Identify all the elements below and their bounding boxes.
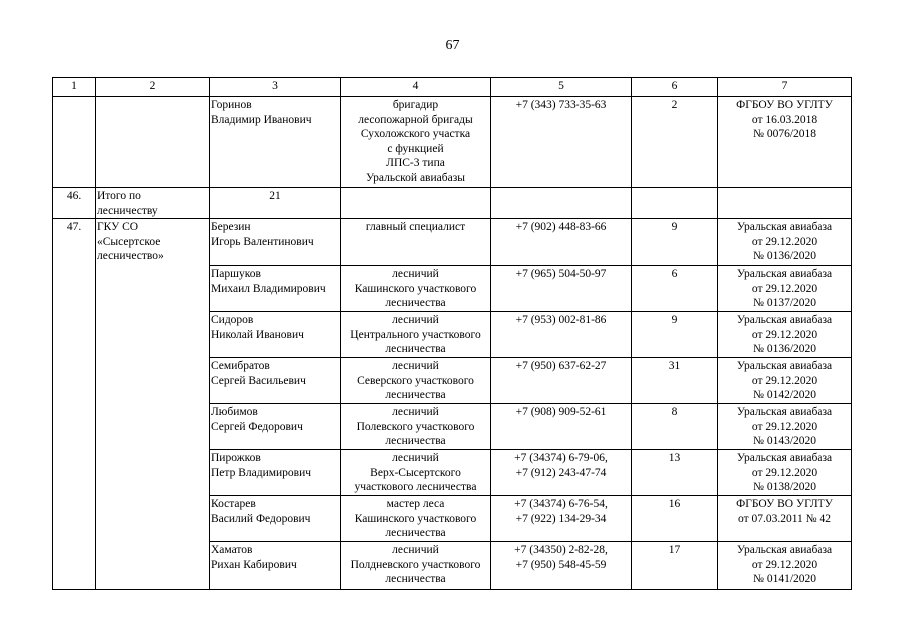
count-cell: 8 [632,404,718,450]
certificate-line: от 29.12.2020 [751,374,818,387]
phone-line: +7 (908) 909-52-61 [515,406,607,418]
certificate-line: от 29.12.2020 [751,282,818,295]
phone-cell [491,404,632,450]
certificate-line: от 29.12.2020 [751,420,818,433]
empty-cell [491,188,632,219]
phone-cell [491,266,632,312]
name-cell [210,358,341,404]
certificate-line: от 29.12.2020 [751,466,818,479]
name-line: Паршуков [211,268,261,280]
name-cell [210,496,341,542]
certificate-line: от 29.12.2020 [751,558,818,571]
phone-line: +7 (343) 733-35-63 [515,99,607,111]
position-line: лесничий [392,360,439,372]
position-line: бригадир [392,99,439,111]
position-cell [341,219,491,266]
name-line: Сидоров [211,314,254,326]
position-cell [341,450,491,496]
phone-line: +7 (34374) 6-79-06, [514,452,608,464]
certificate-line: ФГБОУ ВО УГЛТУ [736,498,833,510]
position-line: лесничества [385,573,446,585]
name-cell [210,450,341,496]
certificate-cell [718,312,852,358]
phone-line: +7 (953) 002-81-86 [515,314,607,326]
organization-line: ГКУ СО [97,221,139,233]
position-cell [341,542,491,590]
row-number-cell [53,97,96,188]
name-cell [210,266,341,312]
name-cell [210,404,341,450]
certificate-line: № 0142/2020 [752,389,817,401]
count-cell: 31 [632,358,718,404]
position-line: лесничий [392,544,439,556]
name-cell [210,312,341,358]
position-line: с функцией [387,142,444,155]
name-line: Любимов [211,406,258,418]
name-line: Петр Владимирович [211,466,312,479]
position-line: Центрального участкового [350,328,481,341]
position-line: лесничества [385,343,446,355]
position-cell [341,496,491,542]
row-number-cell: 47. [53,219,96,590]
position-line: участкового лесничества [354,481,477,493]
name-cell [210,542,341,590]
certificate-cell [718,404,852,450]
organization-cell [96,188,210,219]
name-line: Рихан Кабирович [211,558,297,571]
position-line: Уральской авиабазы [366,171,465,184]
name-cell [210,97,341,188]
position-line: лесопожарной бригады [358,113,473,126]
header-cell: 6 [632,78,718,97]
position-line: лесничества [385,435,446,447]
header-cell: 7 [718,78,852,97]
organization-cell [96,97,210,188]
phone-line: +7 (965) 504-50-97 [515,268,607,280]
certificate-line: Уральская авиабаза [736,452,833,464]
certificate-line: от 07.03.2011 № 42 [737,512,832,525]
certificate-line: № 0143/2020 [752,435,817,447]
empty-cell [341,188,491,219]
position-line: Кашинского участкового [354,512,477,525]
certificate-line: Уральская авиабаза [736,221,833,233]
certificate-line: Уральская авиабаза [736,360,833,372]
header-cell: 1 [53,78,96,97]
position-line: Кашинского участкового [354,282,477,295]
phone-line: +7 (34374) 6-76-54, [514,498,608,510]
position-line: лесничий [392,314,439,326]
organization-line: лесничество» [97,250,164,262]
phone-cell [491,496,632,542]
name-line: Горинов [211,99,252,111]
certificate-line: № 0136/2020 [752,250,817,262]
empty-cell [632,188,718,219]
certificate-line: № 0076/2018 [752,128,817,140]
certificate-line: от 29.12.2020 [751,328,818,341]
certificate-line: № 0136/2020 [752,343,817,355]
total-cell: 21 [210,188,341,219]
table-row [53,97,852,188]
certificate-cell [718,542,852,590]
position-line: лесничества [385,389,446,401]
header-cell: 2 [96,78,210,97]
empty-cell [718,188,852,219]
position-cell [341,404,491,450]
count-cell: 9 [632,312,718,358]
count-cell: 9 [632,219,718,266]
phone-cell [491,219,632,266]
header-row [53,78,852,97]
row-number-cell: 46. [53,188,96,219]
table-row [53,219,852,266]
certificate-line: № 0141/2020 [752,573,817,585]
staff-table [52,77,852,590]
name-line: Владимир Иванович [211,113,312,126]
header-cell: 3 [210,78,341,97]
position-line: Верх-Сысертского [370,466,461,479]
certificate-line: от 29.12.2020 [751,235,818,248]
certificate-cell [718,496,852,542]
phone-line: +7 (34350) 2-82-28, [514,544,608,556]
position-cell [341,312,491,358]
phone-cell [491,450,632,496]
header-cell: 4 [341,78,491,97]
certificate-line: № 0137/2020 [752,297,817,309]
name-line: Сергей Федорович [211,420,303,433]
name-line: Пирожков [211,452,261,464]
phone-line: +7 (902) 448-83-66 [515,221,607,233]
certificate-line: ФГБОУ ВО УГЛТУ [736,99,833,111]
phone-cell [491,97,632,188]
certificate-line: Уральская авиабаза [736,268,833,280]
phone-cell [491,358,632,404]
certificate-cell [718,97,852,188]
phone-line: +7 (912) 243-47-74 [515,466,607,479]
page-number: 67 [445,38,460,53]
phone-cell [491,542,632,590]
certificate-cell [718,266,852,312]
certificate-cell [718,450,852,496]
name-line: Михаил Владимирович [211,282,326,295]
header-cell: 5 [491,78,632,97]
phone-line: +7 (950) 637-62-27 [515,360,607,372]
name-line: Николай Иванович [211,328,304,341]
certificate-line: Уральская авиабаза [736,314,833,326]
certificate-line: № 0138/2020 [752,481,817,493]
name-line: Березин [211,221,251,233]
organization-line: Итого по [97,190,141,202]
phone-line: +7 (950) 548-45-59 [515,558,607,571]
position-line: мастер леса [386,498,445,510]
position-line: ЛПС-3 типа [386,157,445,169]
position-line: лесничий [392,406,439,418]
certificate-cell [718,358,852,404]
name-cell [210,219,341,266]
count-cell: 16 [632,496,718,542]
position-line: Сухоложского участка [360,128,471,140]
position-line: Северского участкового [357,374,474,387]
position-line: главный специалист [365,221,466,233]
name-line: Семибратов [211,360,270,372]
count-cell: 17 [632,542,718,590]
position-line: лесничества [385,297,446,309]
name-line: Сергей Васильевич [211,374,306,387]
position-line: Полевского участкового [356,420,475,433]
count-cell: 2 [632,97,718,188]
certificate-cell [718,219,852,266]
organization-cell [96,219,210,590]
count-cell: 13 [632,450,718,496]
total-row [53,188,852,219]
name-line: Игорь Валентинович [211,235,314,248]
position-line: лесничий [392,268,439,280]
organization-line: «Сысертское [97,235,161,248]
name-line: Костарев [211,498,256,510]
phone-line: +7 (922) 134-29-34 [515,512,607,525]
position-cell [341,97,491,188]
phone-cell [491,312,632,358]
certificate-line: от 16.03.2018 [751,113,818,126]
position-line: Полдневского участкового [350,558,481,571]
position-cell [341,358,491,404]
name-line: Хаматов [211,544,253,556]
position-line: лесничества [385,527,446,539]
certificate-line: Уральская авиабаза [736,406,833,418]
position-cell [341,266,491,312]
position-line: лесничий [392,452,439,464]
count-cell: 6 [632,266,718,312]
organization-line: лесничеству [97,204,158,217]
name-line: Василий Федорович [211,512,311,525]
certificate-line: Уральская авиабаза [736,544,833,556]
